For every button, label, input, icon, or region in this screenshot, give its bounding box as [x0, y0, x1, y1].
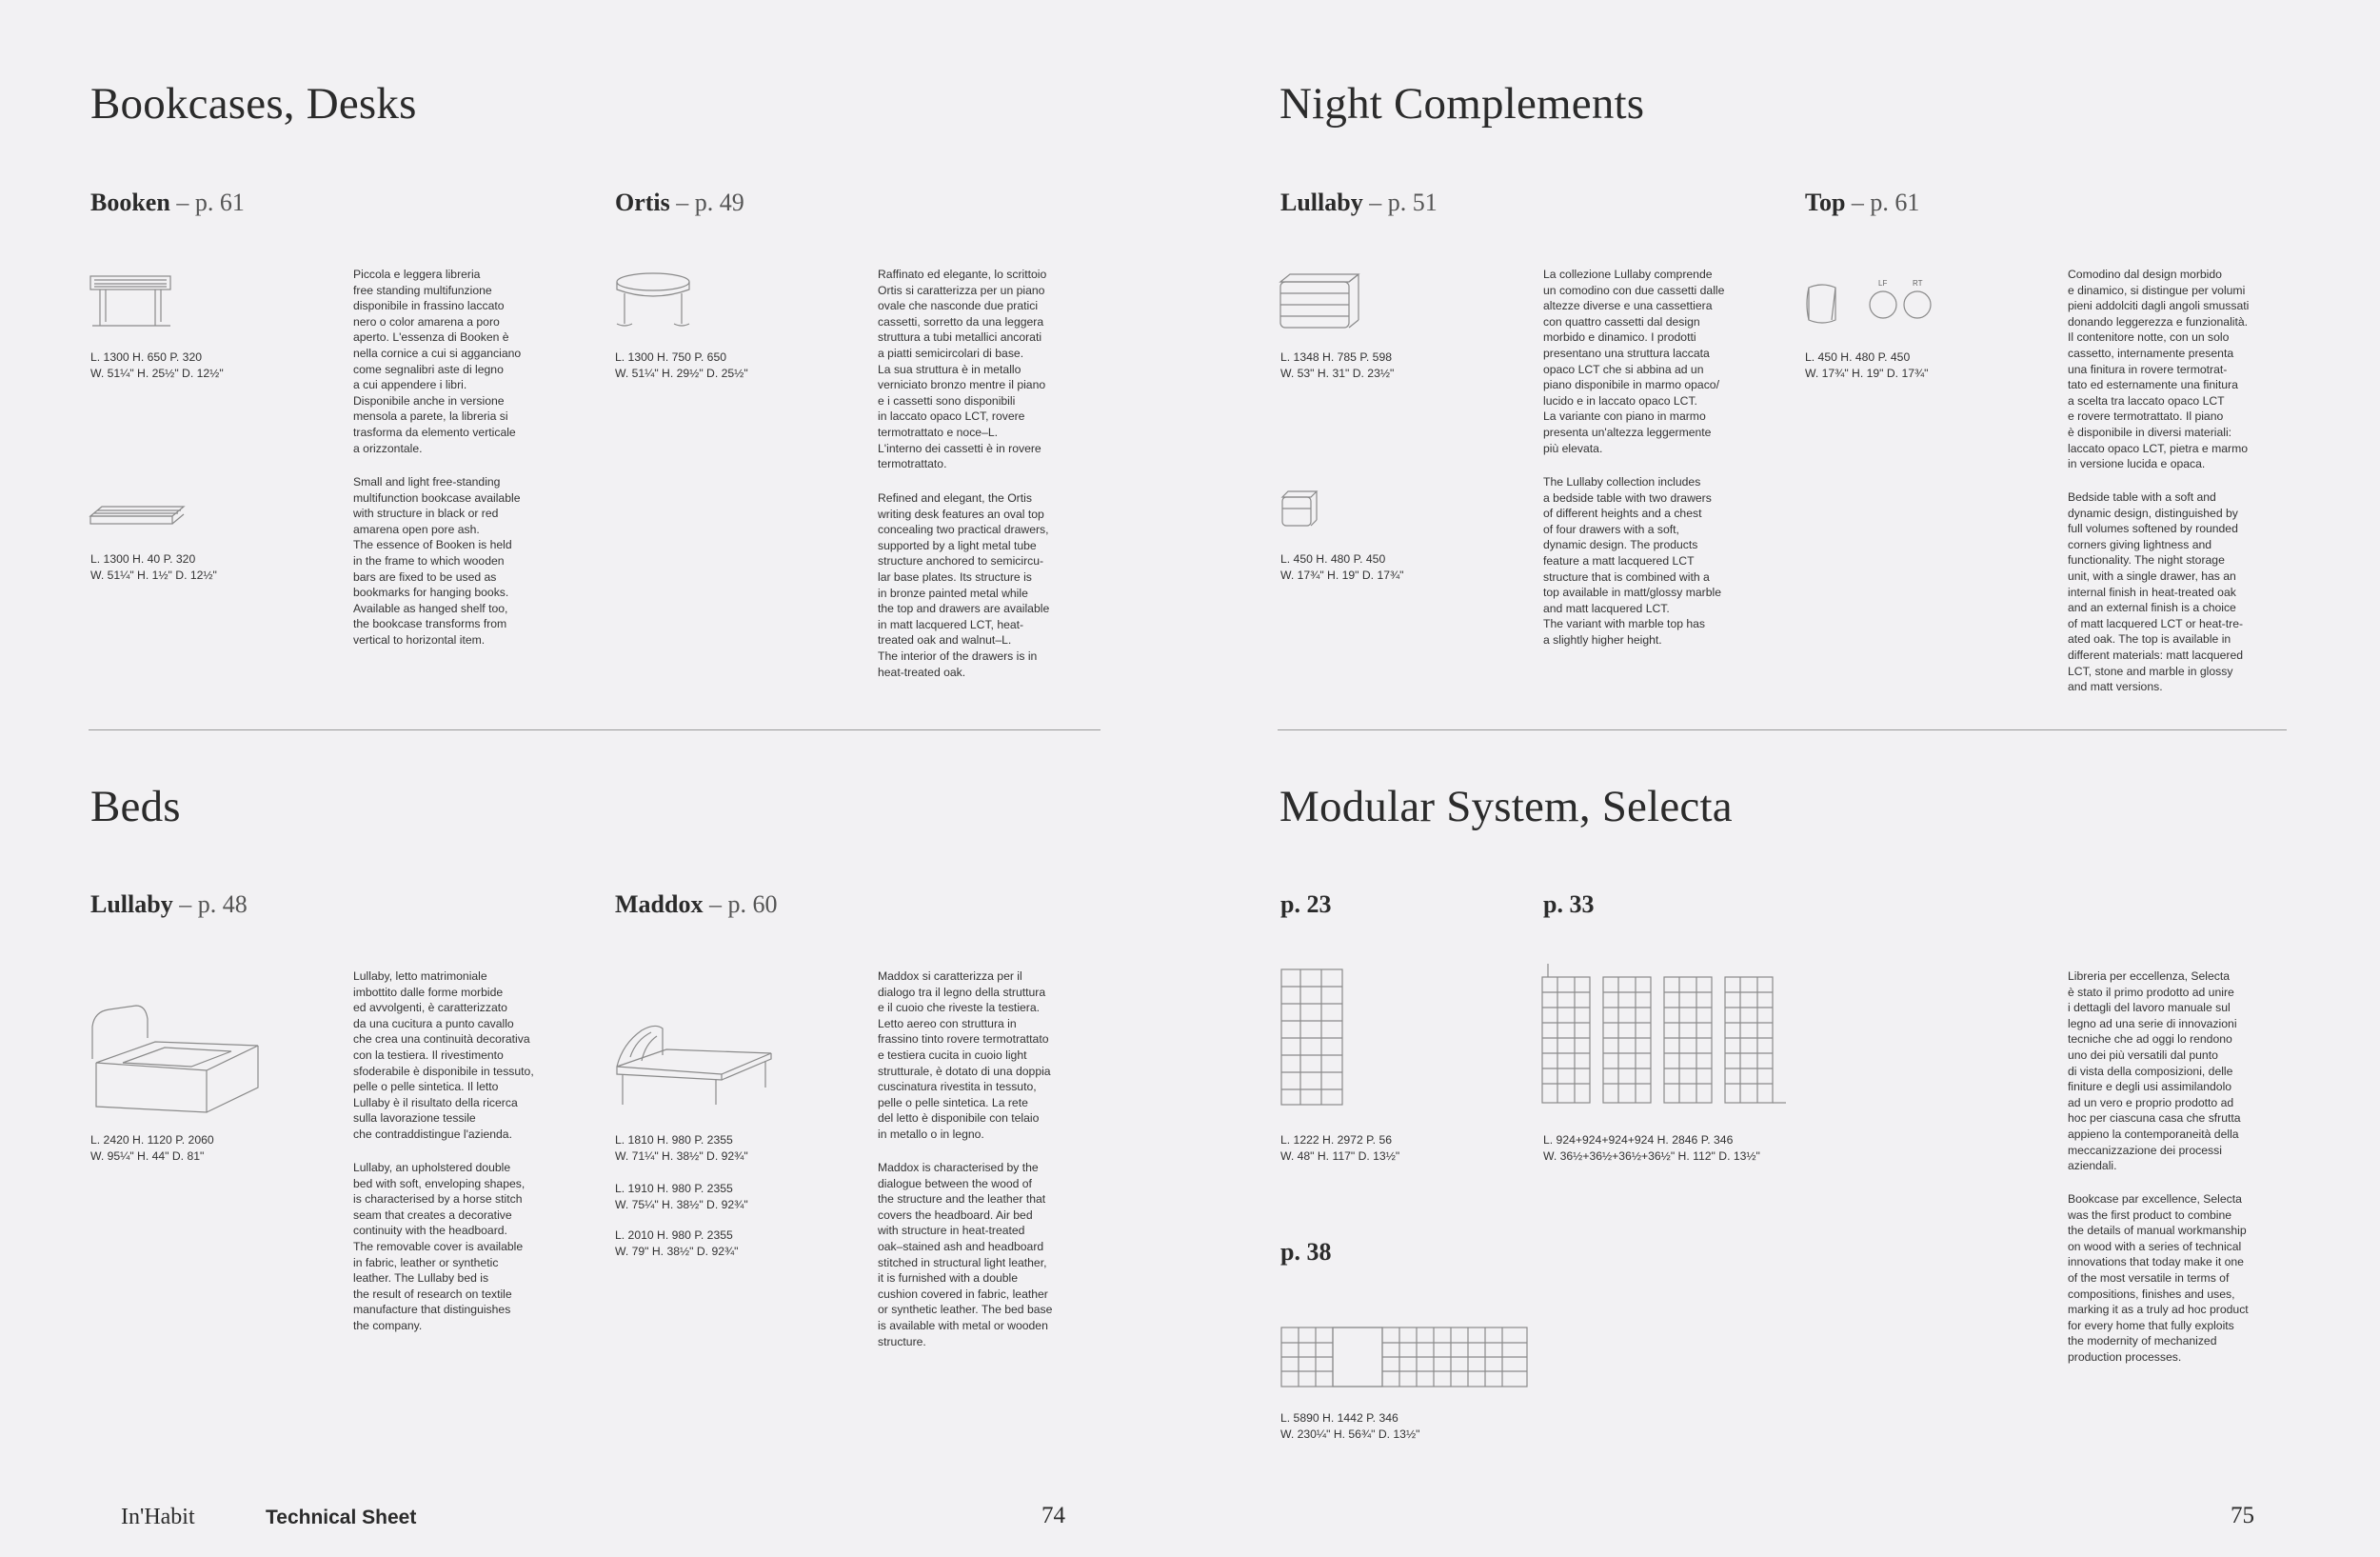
page-ref: – p. 61 — [1851, 189, 1920, 216]
ortis-description-it: Raffinato ed elegante, lo scrittoio Ortis si caratterizza per un piano ovale che nasconde due pratici cassetti, sorretto da una leggera struttura a tubi metallici ancorati a piatti semicircolari di base. La sua struttura è in metallo verniciato bronzo mentre il piano e i cassetti sono disponibili in laccato opaco LCT, rovere termotrattato e noce–L. L'interno dei cassetti è in rovere termotrattato. — [878, 268, 1047, 471]
selecta-p33-drawing — [1540, 962, 1788, 1107]
section-title-night-complements: Night Complements — [1279, 79, 1645, 129]
top-description-it: Comodino dal design morbido e dinamico, si distingue per volumi pieni addolciti dagli angoli smussati donando leggerezza e funzionalità. Il contenitore notte, con un solo cassetto, internamente presenta una finitura in rovere termotrat- tato ed esternamente una finitura a scelta tra laccato opaco LCT e rovere termotrattato. Il piano è disponibile in diversi materiali: laccato opaco LCT, pietra e marmo in versione lucida e opaca. — [2068, 268, 2250, 471]
lullaby-bed-description-en: Lullaby, an upholstered double bed with soft, enveloping shapes, is characterised by a horse stitch seam that creates a decorative continuity with the headboard. The removable cover is available in fabric, leather or synthetic leather. The Lullaby bed is the result of research on textile manufacture that distinguishes the company. — [353, 1161, 526, 1332]
page-ref: – p. 49 — [676, 189, 744, 216]
lullaby-nightstand-drawing — [1280, 489, 1320, 529]
top-nightstand-drawing — [1803, 280, 1936, 331]
subtitle-lullaby-night — [1280, 189, 1438, 217]
product-name: Lullaby — [1280, 189, 1363, 216]
top-label-rt: RT — [1913, 279, 1923, 288]
subtitle-ortis — [615, 189, 744, 217]
maddox-dimensions-2: L. 1910 H. 980 P. 2355 W. 75¼" H. 38½" D. 92¾" — [615, 1182, 748, 1211]
maddox-description-en: Maddox is characterised by the dialogue between the wood of the structure and the leather that covers the headboard. Air bed with structure in heat-treated oak–stained ash and headboard stitched in structural light leather, it is furnished with a double cushion covered in fabric, leather or synthetic leather. The bed base is available with metal or wooden structure. — [878, 1161, 1053, 1348]
lullaby-bed-description-it: Lullaby, letto matrimoniale imbottito dalle forme morbide ed avvolgenti, è caratterizzato da una cucitura a punto cavallo che crea una continuità decorativa con la testiera. Il rivestimento sfoderabile è disponibile in tessuto, pelle o pelle sintetica. Il letto Lullaby è il risultato della ricerca sulla lavorazione tessile che contraddistingue l'azienda. — [353, 969, 534, 1141]
section-title-bookcases: Bookcases, Desks — [90, 79, 417, 129]
product-name: Ortis — [615, 189, 670, 216]
lullaby-night-description-it: La collezione Lullaby comprende un comodino con due cassetti dalle altezze diverse e una cassettiera con quattro cassetti dal design morbido e dinamico. I prodotti presentano una struttura laccata opaco LCT che si abbina ad un piano disponibile in marmo opaco/ lucido e in laccato opaco LCT. La variante con piano in marmo presenta un'altezza leggermente più elevata. — [1543, 268, 1725, 455]
lullaby-bed-drawing — [89, 1000, 262, 1116]
ortis-description-en: Refined and elegant, the Ortis writing desk features an oval top concealing two practical drawers, supported by a light metal tube structure anchored to semicircu- lar base plates. Its structure is in bronze painted metal while the top and drawers are available in matt lacquered LCT, heat- treated oak and walnut–L. The interior of the drawers is in heat-treated oak. — [878, 491, 1050, 679]
maddox-dimensions-1: L. 1810 H. 980 P. 2355 W. 71¼" H. 38½" D. 92¾" — [615, 1133, 748, 1163]
booken-dimensions-1: L. 1300 H. 650 P. 320 W. 51¼" H. 25½" D. 12½" — [90, 350, 224, 380]
brand-logo: In'Habit — [121, 1505, 195, 1529]
lullaby-chest-dimensions: L. 1348 H. 785 P. 598 W. 53" H. 31" D. 23½" — [1280, 350, 1395, 380]
lullaby-nightstand-dimensions: L. 450 H. 480 P. 450 W. 17¾" H. 19" D. 17¾" — [1280, 552, 1404, 582]
product-name: Maddox — [615, 890, 704, 918]
booken-description-it: Piccola e leggera libreria free standing multifunzione disponibile in frassino laccato nero o color amarena a poro aperto. L'essenza di Booken è nella cornice a cui si agganciano come segnalibri aste di legno a cui appendere i libri. Disponibile anche in versione mensola a parete, la libreria si trasforma da elemento verticale a orizzontale. — [353, 268, 522, 455]
section-title-beds: Beds — [90, 782, 181, 831]
selecta-description-en: Bookcase par excellence, Selecta was the first product to combine the details of manual workmanship on wood with a series of technical innovations that today make it one of the most versatile in terms of compositions, finishes and uses, marking it as a truly ad hoc product for every home that fully exploits the modernity of mechanized production processes. — [2068, 1192, 2249, 1364]
selecta-p38-drawing — [1279, 1326, 1531, 1390]
selecta-p23-drawing — [1279, 968, 1346, 1108]
ortis-desk-drawing — [613, 270, 693, 329]
page-ref: – p. 48 — [179, 890, 248, 918]
page-ref: – p. 60 — [708, 890, 778, 918]
subtitle-p38: p. 38 — [1280, 1238, 1332, 1266]
subtitle-p33: p. 33 — [1543, 890, 1595, 918]
lullaby-bed-dimensions: L. 2420 H. 1120 P. 2060 W. 95¼" H. 44" D. 81" — [90, 1133, 214, 1163]
booken-shelf-drawing — [89, 503, 188, 531]
maddox-dimensions-3: L. 2010 H. 980 P. 2355 W. 79" H. 38½" D. 92¾" — [615, 1228, 739, 1258]
footer-label: Technical Sheet — [266, 1507, 417, 1528]
selecta-p38-dimensions: L. 5890 H. 1442 P. 346 W. 230¼" H. 56¾" D. 13½" — [1280, 1411, 1420, 1441]
booken-bookcase-drawing — [89, 274, 174, 329]
selecta-p33-dimensions: L. 924+924+924+924 H. 2846 P. 346 W. 36½+36½+36½+36½" H. 112" D. 13½" — [1543, 1133, 1760, 1163]
subtitle-maddox — [615, 890, 777, 919]
selecta-p23-dimensions: L. 1222 H. 2972 P. 56 W. 48" H. 117" D. 13½" — [1280, 1133, 1400, 1163]
page-ref: – p. 61 — [176, 189, 245, 216]
page-ref: – p. 51 — [1369, 189, 1438, 216]
product-name: Lullaby — [90, 890, 173, 918]
subtitle-lullaby-bed — [90, 890, 248, 919]
page-number-right: 75 — [2231, 1503, 2254, 1528]
top-label-lf: LF — [1878, 279, 1888, 288]
top-description-en: Bedside table with a soft and dynamic design, distinguished by full volumes softened by rounded corners giving lightness and functionality. The night storage unit, with a single drawer, has an internal finish in heat-treated oak and an external finish is a choice of matt lacquered LCT or heat-tre- ated oak. The top is available in different materials: matt lacquered LCT, stone and marble in glossy and matt versions. — [2068, 490, 2244, 694]
selecta-description-it: Libreria per eccellenza, Selecta è stato il primo prodotto ad unire i dettagli del lavoro manuale sul legno ad una serie di innovazioni tecniche che ad oggi lo rendono uno dei più versatili dal punto di vista della composizioni, delle finiture e degli usi assimilandolo ad un vero e proprio prodotto ad hoc per ciascuna casa che sfrutta appieno la contemporaneità della meccanizzazione dei processi aziendali. — [2068, 969, 2241, 1173]
lullaby-night-description-en: The Lullaby collection includes a bedside table with two drawers of different heights and a chest of four drawers with a soft, dynamic design. The products feature a matt lacquered LCT structure that is combined with a top available in matt/glossy marble and matt lacquered LCT. The variant with marble top has a slightly higher height. — [1543, 475, 1721, 647]
section-title-modular-system: Modular System, Selecta — [1279, 782, 1733, 831]
section-divider — [1278, 729, 2287, 730]
section-divider — [89, 729, 1101, 730]
maddox-bed-drawing — [613, 1017, 775, 1108]
product-name: Top — [1805, 189, 1846, 216]
maddox-description-it: Maddox si caratterizza per il dialogo tra il legno della struttura e il cuoio che riveste la testiera. Letto aereo con struttura in frassino tinto rovere termotrattato e testiera cucita in cuoio light strutturale, è dotato di una doppia cuscinatura rivestita in tessuto, pelle o pelle sintetica. La rete del letto è disponibile con telaio in metallo o in legno. — [878, 969, 1051, 1141]
page-number-left: 74 — [1041, 1503, 1065, 1528]
lullaby-chest-drawing — [1279, 272, 1360, 331]
subtitle-booken — [90, 189, 245, 217]
booken-dimensions-2: L. 1300 H. 40 P. 320 W. 51¼" H. 1½" D. 12½" — [90, 552, 217, 582]
product-name: Booken — [90, 189, 170, 216]
ortis-dimensions: L. 1300 H. 750 P. 650 W. 51¼" H. 29½" D. 25½" — [615, 350, 748, 380]
booken-description-en: Small and light free-standing multifunction bookcase available with structure in black or red amarena open pore ash. The essence of Booken is held in the frame to which wooden bars are fixed to be used as bookmarks for hanging books. Available as hanged shelf too, the bookcase transforms from vertical to horizontal item. — [353, 475, 521, 647]
subtitle-top — [1805, 189, 1919, 217]
top-dimensions: L. 450 H. 480 P. 450 W. 17¾" H. 19" D. 17¾" — [1805, 350, 1929, 380]
subtitle-p23: p. 23 — [1280, 890, 1332, 918]
